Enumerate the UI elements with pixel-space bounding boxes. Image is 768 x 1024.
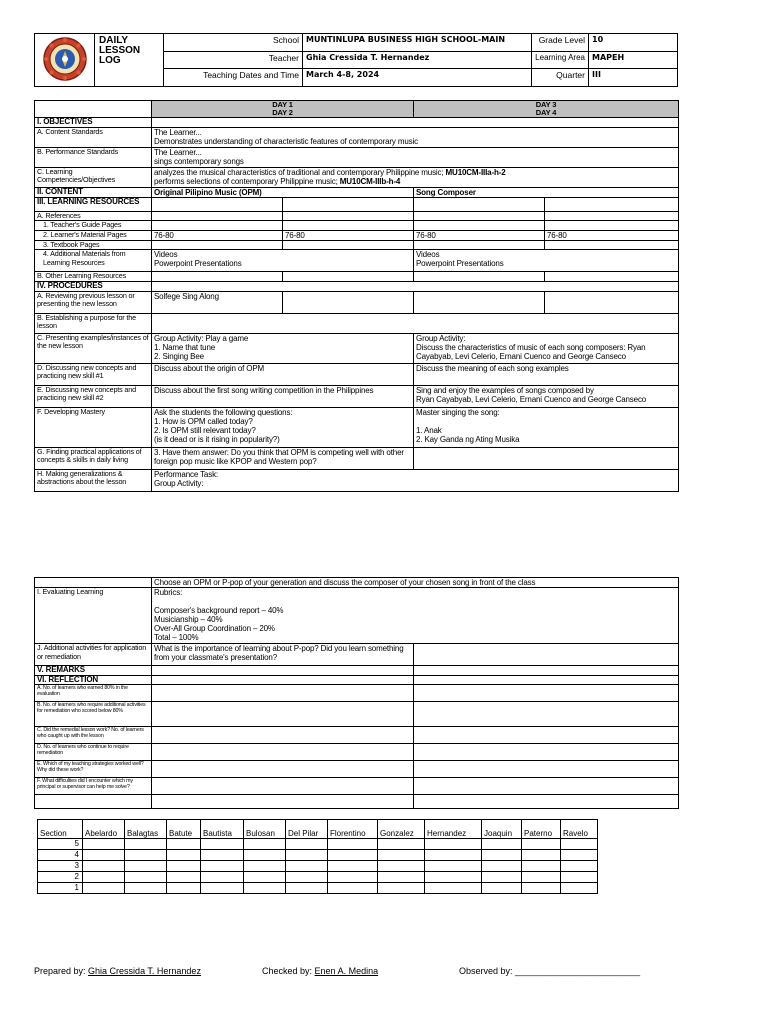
dll-title: DAILY LESSON LOG	[95, 34, 164, 87]
content-left: Original Pilipino Music (OPM)	[152, 187, 414, 197]
presenting-label: C. Presenting examples/instances of the new lesson	[35, 333, 152, 363]
discussing-1-label: D. Discussing new concepts and practicing new skill #1	[35, 363, 152, 385]
additional-materials-left: Videos Powerpoint Presentations	[152, 250, 414, 272]
review-value: Solfege Sing Along	[152, 291, 283, 313]
table-row: 1	[38, 883, 598, 894]
school-seal-icon	[41, 36, 89, 82]
discussing-2-left: Discuss about the first song writing competition in the Philippines	[152, 385, 414, 407]
table-row: 4	[38, 850, 598, 861]
content-right: Song Composer	[414, 187, 679, 197]
additional-materials-label: 4. Additional Materials from Learning Resources	[35, 250, 152, 272]
procedures-heading: IV. PROCEDURES	[35, 281, 152, 291]
presenting-left: Group Activity: Play a game 1. Name that tune 2. Singing Bee	[152, 333, 414, 363]
discussing-2-label: E. Discussing new concepts and practicing new skill #2	[35, 385, 152, 407]
prepared-by-name: Ghia Cressida T. Hernandez	[88, 966, 201, 976]
reflection-a-label: A. No. of learners who earned 80% in the evaluation	[35, 685, 152, 702]
grade-label: Grade Level	[532, 34, 589, 52]
reflection-b-label: B. No. of learners who require additional activities for remediation who scored below 80%	[35, 702, 152, 727]
reflection-heading: VI. REFLECTION	[35, 675, 152, 685]
dates-value: March 4-8, 2024	[303, 69, 532, 87]
applications-label: G. Finding practical applications of concepts & skills in daily living	[35, 447, 152, 469]
grade-value: 10	[589, 34, 678, 52]
quarter-value: III	[589, 69, 678, 87]
section-col-del-pilar: Del Pilar	[286, 820, 328, 839]
competencies-value: analyzes the musical characteristics of traditional and contemporary Philippine music; MU10CM-IIIa-h-2 performs selections of contemporary Philippine music; MU10CM-IIIb-h-4	[152, 167, 679, 187]
performance-standards-value: The Learner... sings contemporary songs	[152, 147, 679, 167]
section-col-florentino: Florentino	[328, 820, 378, 839]
section-col-bautista: Bautista	[201, 820, 244, 839]
section-col-ravelo: Ravelo	[561, 820, 598, 839]
section-table	[37, 819, 598, 894]
quarter-label: Quarter	[532, 69, 589, 87]
observed-by: Observed by: _________________________	[459, 966, 641, 976]
content-heading: II. CONTENT	[35, 187, 152, 197]
school-label: School	[164, 34, 303, 52]
teacher-label: Teacher	[164, 51, 303, 69]
lm-pages-day4: 76-80	[545, 230, 679, 240]
competencies-label: C. Learning Competencies/Objectives	[35, 167, 152, 187]
teachers-guide-label: 1. Teacher's Guide Pages	[35, 221, 152, 231]
performance-standards-label: B. Performance Standards	[35, 147, 152, 167]
applications-value: 3. Have them answer: Do you think that OPM is competing well with other foreign pop music like KPOP and Western pop?	[152, 447, 414, 469]
objectives-heading: I. OBJECTIVES	[35, 118, 152, 128]
teacher-value: Ghia Cressida T. Hernandez	[303, 51, 532, 69]
references-label: A. References	[35, 211, 152, 221]
header-table	[34, 33, 678, 87]
section-col-gonzalez: Gonzalez	[378, 820, 425, 839]
dates-label: Teaching Dates and Time	[164, 69, 303, 87]
reflection-f-label: F. What difficulties did I encounter which my principal or supervisor can help me solve?	[35, 778, 152, 795]
corner-cell	[35, 101, 152, 118]
section-col-bulosan: Bulosan	[244, 820, 286, 839]
additional-activities-value: What is the importance of learning about P-pop? Did you learn something from your classmate's presentation?	[152, 644, 414, 666]
day-header-right: DAY 3 DAY 4	[414, 101, 679, 118]
lm-pages-day3: 76-80	[414, 230, 545, 240]
mastery-left: Ask the students the following questions: 1. How is OPM called today? 2. Is OPM still relevant today? (is it dead or is it rising in popularity?)	[152, 407, 414, 447]
table-row: 3	[38, 861, 598, 872]
remarks-heading: V. REMARKS	[35, 666, 152, 676]
observed-by-line: _________________________	[515, 966, 641, 976]
section-header: Section	[38, 820, 83, 839]
table-row: 5	[38, 839, 598, 850]
performance-task-value: Choose an OPM or P-pop of your generation and discuss the composer of your chosen song in front of the class	[152, 578, 679, 588]
discussing-2-right: Sing and enjoy the examples of songs composed by Ryan Cayabyab, Levi Celerio, Ernani Cuenco and George Canseco	[414, 385, 679, 407]
generalizations-label: H. Making generalizations & abstractions about the lesson	[35, 469, 152, 491]
discussing-1-right: Discuss the meaning of each song examples	[414, 363, 679, 385]
textbook-label: 3. Textbook Pages	[35, 240, 152, 250]
section-col-joaquin: Joaquin	[482, 820, 522, 839]
learners-material-label: 2. Learner's Material Pages	[35, 230, 152, 240]
table-row: 2	[38, 872, 598, 883]
content-standards-value: The Learner... Demonstrates understanding of characteristic features of contemporary music	[152, 127, 679, 147]
discussing-1-left: Discuss about the origin of OPM	[152, 363, 414, 385]
section-col-hernandez: Hernandez	[425, 820, 482, 839]
other-resources-label: B. Other Learning Resources	[35, 272, 152, 282]
area-value: MAPEH	[589, 51, 678, 69]
resources-heading: III. LEARNING RESOURCES	[35, 197, 152, 211]
checked-by-name: Enen A. Medina	[314, 966, 379, 976]
school-logo	[35, 34, 95, 87]
reflection-c-label: C. Did the remedial lesson work? No. of learners who caught up with the lesson	[35, 727, 152, 744]
additional-activities-label: J. Additional activities for application or remediation	[35, 644, 152, 666]
presenting-right: Group Activity: Discuss the characteristics of music of each song composers: Ryan Cayabyab, Levi Celerio, Ernani Cuenco and George Canseco	[414, 333, 679, 363]
lm-pages-day1: 76-80	[152, 230, 283, 240]
reflection-e-label: E. Which of my teaching strategies worked well? Why did these work?	[35, 761, 152, 778]
section-col-paterno: Paterno	[522, 820, 561, 839]
day-header-left: DAY 1 DAY 2	[152, 101, 414, 118]
section-col-batute: Batute	[167, 820, 201, 839]
mastery-label: F. Developing Mastery	[35, 407, 152, 447]
generalizations-value: Performance Task: Group Activity:	[152, 469, 679, 491]
additional-materials-right: Videos Powerpoint Presentations	[414, 250, 679, 272]
reflection-d-label: D. No. of learners who continue to require remediation	[35, 744, 152, 761]
lm-pages-day2: 76-80	[283, 230, 414, 240]
mastery-right: Master singing the song: 1. Anak 2. Kay Ganda ng Ating Musika	[414, 407, 679, 447]
section-col-balagtas: Balagtas	[125, 820, 167, 839]
evaluation-table	[34, 577, 679, 809]
school-value: MUNTINLUPA BUSINESS HIGH SCHOOL-MAIN	[303, 34, 532, 52]
area-label: Learning Area	[532, 51, 589, 69]
prepared-by: Prepared by: Ghia Cressida T. Hernandez	[34, 966, 201, 976]
checked-by: Checked by: Enen A. Medina	[262, 966, 379, 976]
lesson-table	[34, 100, 679, 492]
evaluating-label: I. Evaluating Learning	[35, 588, 152, 644]
content-standards-label: A. Content Standards	[35, 127, 152, 147]
purpose-label: B. Establishing a purpose for the lesson	[35, 313, 152, 333]
section-col-abelardo: Abelardo	[83, 820, 125, 839]
rubrics-value: Rubrics: Composer's background report – 40% Musicianship – 40% Over-All Group Coordination – 20% Total – 100%	[152, 588, 679, 644]
review-label: A. Reviewing previous lesson or presenting the new lesson	[35, 291, 152, 313]
